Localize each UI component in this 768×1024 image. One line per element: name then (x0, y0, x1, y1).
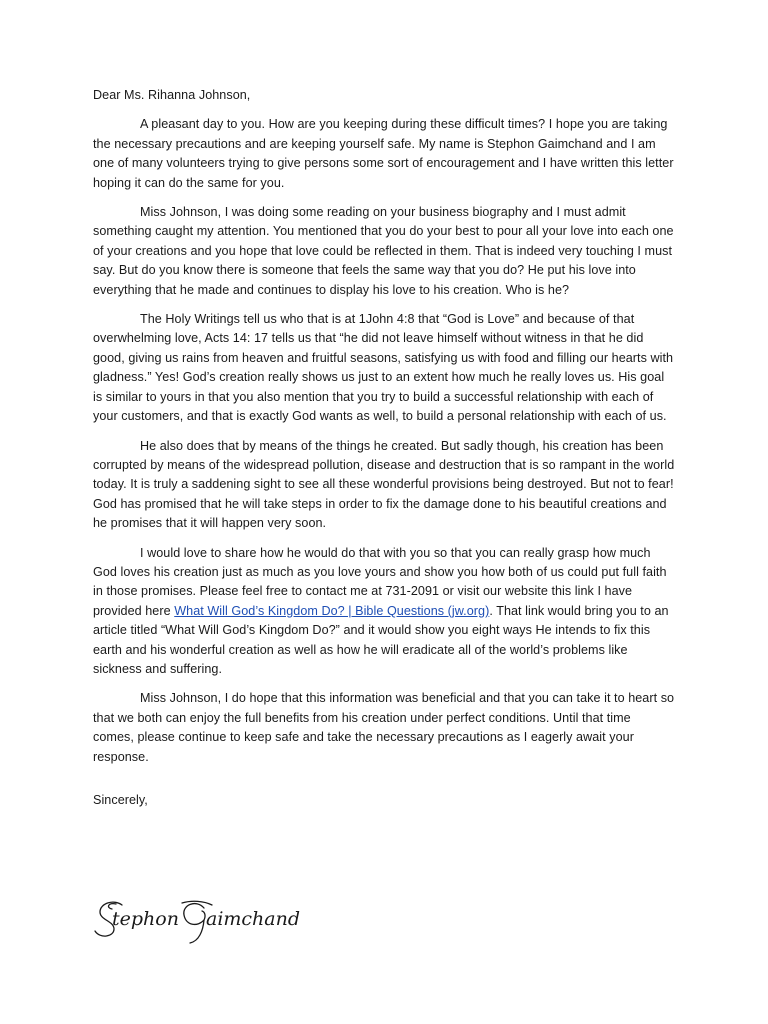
kingdom-article-link[interactable]: What Will God’s Kingdom Do? | Bible Questions (jw.org) (174, 603, 490, 618)
paragraph-conclusion: Miss Johnson, I do hope that this information was beneficial and that you can take it to heart so that we both can enjoy the full benefits from his creation under perfect conditions. Until that time comes, please continue to keep safe and take the necessary precautions as I eagerly await your response. (93, 691, 675, 764)
svg-text:tephon: tephon (112, 908, 179, 930)
closing: Sincerely, (93, 793, 148, 807)
paragraph-greeting: A pleasant day to you. How are you keeping during these difficult times? I hope you are taking the necessary precautions and are keeping yourself safe. My name is Stephon Gaimchand and I am one of many volunteers trying to give persons some sort of encouragement and I have written this letter hoping it can do the same for you. (93, 117, 674, 190)
invitation-text-after-link: . That link would bring you to an article titled “What Will God’s Kingdom Do?” and it would show you eight ways He intends to fix this earth and his wonderful creation as well as how he will eradicate all of the world’s problems like sickness and suffering. (93, 603, 669, 676)
paragraph-invitation (93, 544, 675, 680)
letter-body (93, 86, 675, 810)
signature-graphic (92, 893, 337, 949)
paragraph-biography: Miss Johnson, I was doing some reading on your business biography and I must admit something caught my attention. You mentioned that you do your best to pour all your love into each one of your creations and you hope that love could be reflected in them. That is indeed very touching I must say. But do you know there is someone that feels the same way that you do? He put his love into everything that he made and continues to display his love to his creation. Who is he? (93, 205, 674, 297)
salutation: Dear Ms. Rihanna Johnson, (93, 88, 251, 102)
svg-text:aimchand: aimchand (206, 908, 301, 930)
invitation-text-before-link: I would love to share how he would do that with you so that you can really grasp how much God loves his creation just as much as you love yours and show you how both of us could put full faith in those promises. Please feel free to contact me at 731-2091 or visit our website this link I have provided here (93, 545, 667, 618)
paragraph-holy-writings: The Holy Writings tell us who that is at 1John 4:8 that “God is Love” and because of that overwhelming love, Acts 14: 17 tells us that “he did not leave himself without witness in that he did good, giving us rains from heaven and fruitful seasons, satisfying us with food and filling our hearts with gladness.” Yes! God’s creation really shows us just to an extent how much he really loves us. His goal is similar to yours in that you also mention that you try to build a successful relationship with each of your customers, and that is exactly God wants as well, to build a personal relationship with each of us. (93, 312, 674, 424)
paragraph-creation: He also does that by means of the things he created. But sadly though, his creation has been corrupted by means of the widespread pollution, disease and destruction that is so rampant in the world today. It is truly a saddening sight to see all these wonderful provisions being destroyed. But not to fear! God has promised that he will take steps in order to fix the damage done to his beautiful creations and he promises that it will happen very soon. (93, 438, 675, 531)
handwritten-signature (92, 893, 337, 949)
